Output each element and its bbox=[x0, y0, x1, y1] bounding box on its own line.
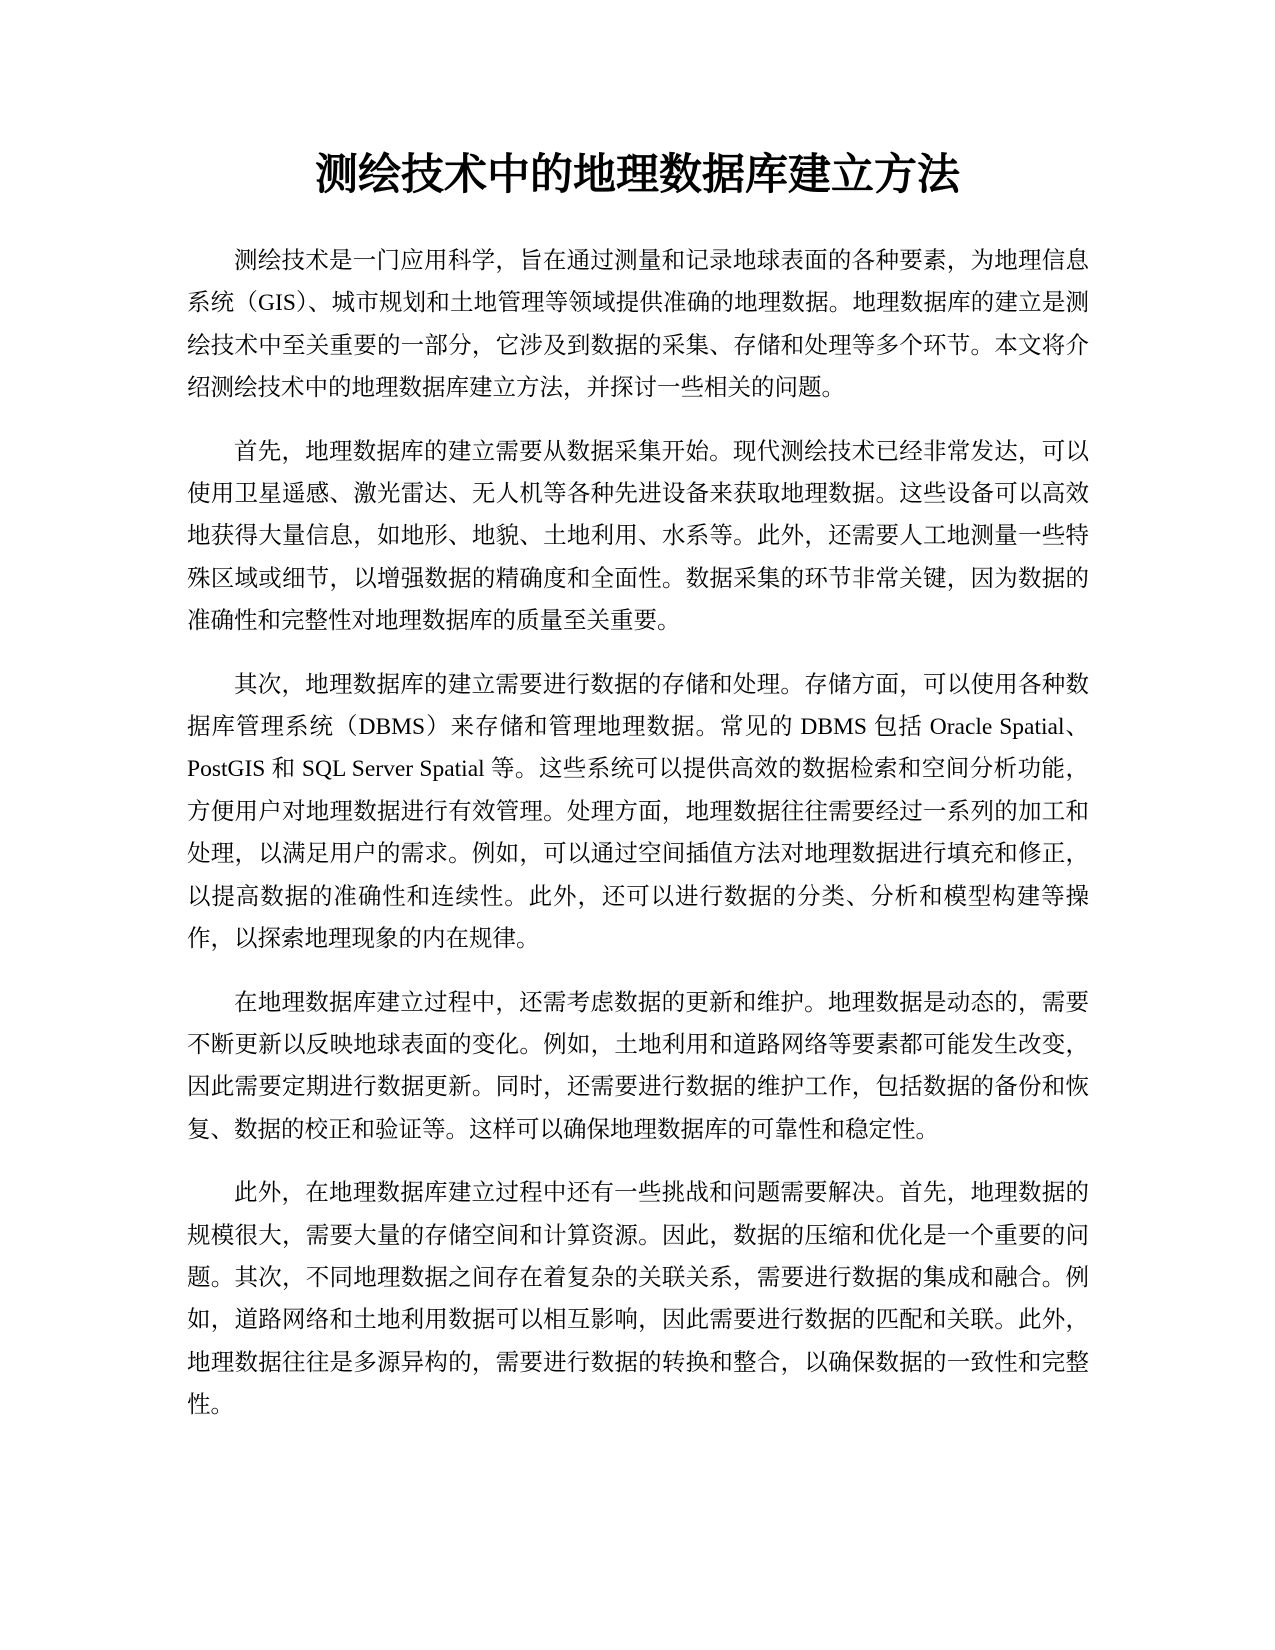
paragraph-challenges: 此外，在地理数据库建立过程中还有一些挑战和问题需要解决。首先，地理数据的规模很大，需要大量的存储空间和计算资源。因此，数据的压缩和优化是一个重要的问题。其次，不同地理数据之间存在着复杂的关联关系，需要进行数据的集成和融合。例如，道路网络和土地利用数据可以相互影响，因此需要进行数据的匹配和关联。此外，地理数据往往是多源异构的，需要进行数据的转换和整合，以确保数据的一致性和完整性。 bbox=[187, 1180, 1089, 1419]
paragraph-storage-processing: 其次，地理数据库的建立需要进行数据的存储和处理。存储方面，可以使用各种数据库管理系统（DBMS）来存储和管理地理数据。常见的 DBMS 包括 Oracle Spatial、PostGIS 和 SQL Server Spatial 等。这些系统可以提供高效的数据检索和空间分析功能，方便用户对地理数据进行有效管理。处理方面，地理数据往往需要经过一系列的加工和处理，以满足用户的需求。例如，可以通过空间插值方法对地理数据进行填充和修正，以提高数据的准确性和连续性。此外，还可以进行数据的分类、分析和模型构建等操作，以探索地理现象的内在规律。 bbox=[187, 671, 1089, 953]
paragraph-data-collection: 首先，地理数据库的建立需要从数据采集开始。现代测绘技术已经非常发达，可以使用卫星遥感、激光雷达、无人机等各种先进设备来获取地理数据。这些设备可以高效地获得大量信息，如地形、地貌、土地利用、水系等。此外，还需要人工地测量一些特殊区域或细节，以增强数据的精确度和全面性。数据采集的环节非常关键，因为数据的准确性和完整性对地理数据库的质量至关重要。 bbox=[187, 438, 1089, 635]
paragraph-intro: 测绘技术是一门应用科学，旨在通过测量和记录地球表面的各种要素，为地理信息系统（GIS）、城市规划和土地管理等领域提供准确的地理数据。地理数据库的建立是测绘技术中至关重要的一部分，它涉及到数据的采集、存储和处理等多个环节。本文将介绍测绘技术中的地理数据库建立方法，并探讨一些相关的问题。 bbox=[187, 248, 1089, 402]
paragraph-update-maintenance: 在地理数据库建立过程中，还需考虑数据的更新和维护。地理数据是动态的，需要不断更新以反映地球表面的变化。例如，土地利用和道路网络等要素都可能发生改变，因此需要定期进行数据更新。同时，还需要进行数据的维护工作，包括数据的备份和恢复、数据的校正和验证等。这样可以确保地理数据库的可靠性和稳定性。 bbox=[187, 989, 1089, 1143]
document-title: 测绘技术中的地理数据库建立方法 bbox=[315, 150, 960, 200]
document-body bbox=[187, 240, 1089, 1448]
